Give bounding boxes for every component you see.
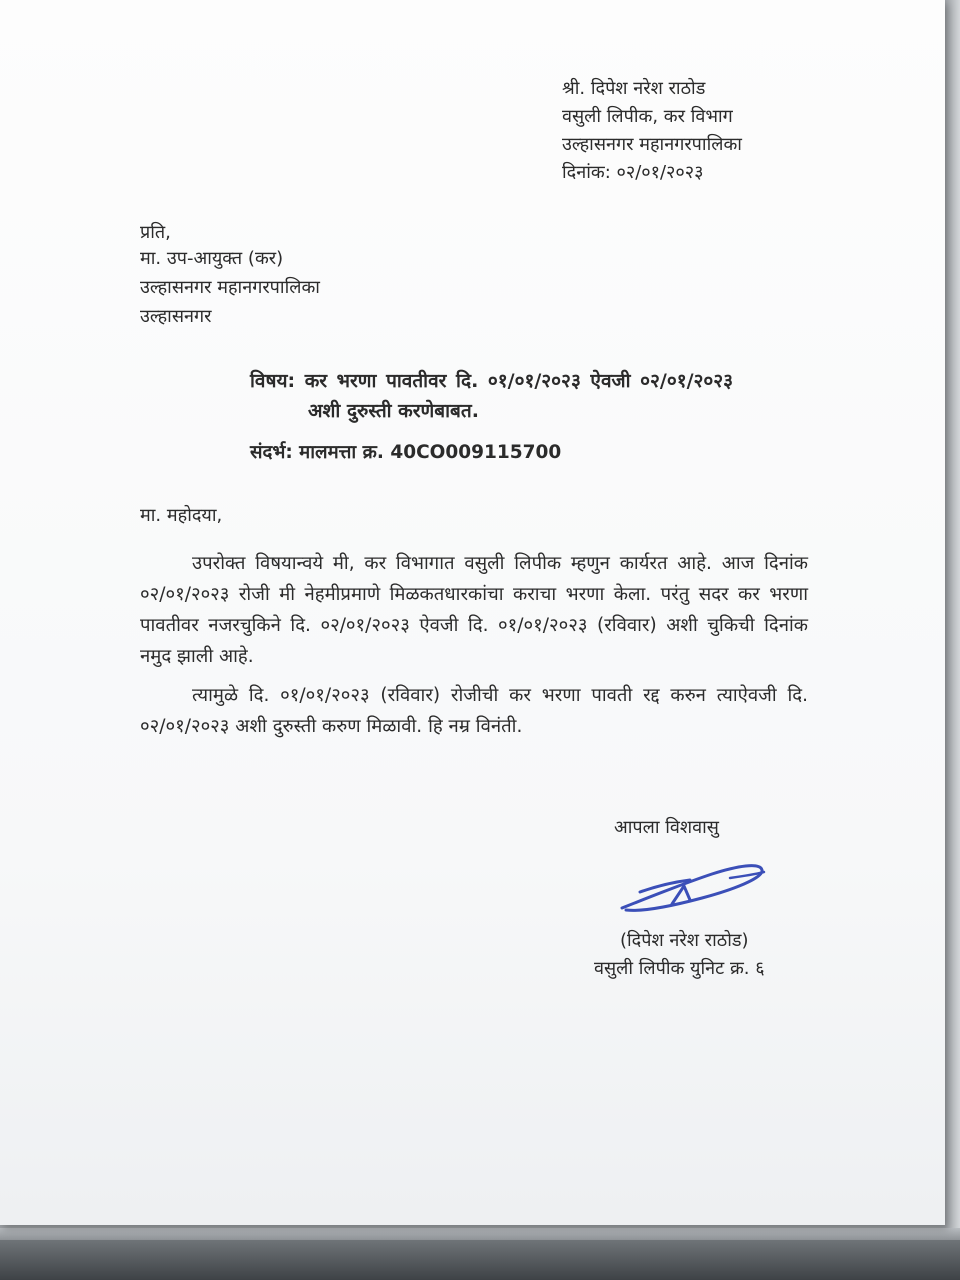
body-paragraph-2: त्यामुळे दि. ०१/०१/२०२३ (रविवार) रोजीची कर भरणा पावती रद्द करुन त्याऐवजी दि. ०२/०१/२०२३ अशी दुरुस्ती करुण मिळावी. हि नम्र विनंती.: [140, 685, 808, 737]
sender-organization: उल्हासनगर महानगरपालिका: [562, 134, 742, 155]
recipient-city: उल्हासनगर: [140, 306, 212, 327]
signatory-designation: वसुली लिपीक युनिट क्र. ६: [594, 958, 765, 979]
subject-line-2: अशी दुरुस्ती करणेबाबत.: [308, 400, 479, 422]
reference-line: संदर्भ: मालमत्ता क्र. 40CO009115700: [250, 442, 562, 463]
table-rim: [0, 1228, 960, 1240]
recipient-prefix: प्रति,: [140, 222, 171, 243]
table-edge: [0, 1240, 960, 1280]
paper-edge-shadow: [945, 0, 960, 1230]
complimentary-close: आपला विशवासु: [614, 817, 719, 838]
recipient-title: मा. उप-आयुक्त (कर): [140, 248, 284, 269]
body-paragraph-1: उपरोक्त विषयान्वये मी, कर विभागात वसुली लिपीक म्हणुन कार्यरत आहे. आज दिनांक ०२/०१/२०२३ रोजी मी नेहमीप्रमाणे मिळकतधारकांचा कराचा भरणा केला. परंतु सदर कर भरणा पावतीवर नजरचुकिने दि. ०२/०१/२०२३ ऐवजी दि. ०१/०१/२०२३ (रविवार) अशी चुकिची दिनांक नमुद झाली आहे.: [140, 553, 808, 667]
signatory-name: (दिपेश नरेश राठोड): [620, 930, 749, 951]
signature-mark: [612, 856, 772, 926]
recipient-organization: उल्हासनगर महानगरपालिका: [140, 277, 320, 298]
letter-body: [140, 548, 808, 742]
sender-designation: वसुली लिपीक, कर विभाग: [562, 106, 733, 127]
sender-name: श्री. दिपेश नरेश राठोड: [562, 78, 706, 99]
subject-line-1: विषय: कर भरणा पावतीवर दि. ०१/०१/२०२३ ऐवजी ०२/०१/२०२३: [250, 370, 734, 392]
greeting: मा. महोदया,: [140, 505, 223, 526]
letter-date: दिनांक: ०२/०१/२०२३: [562, 162, 704, 183]
